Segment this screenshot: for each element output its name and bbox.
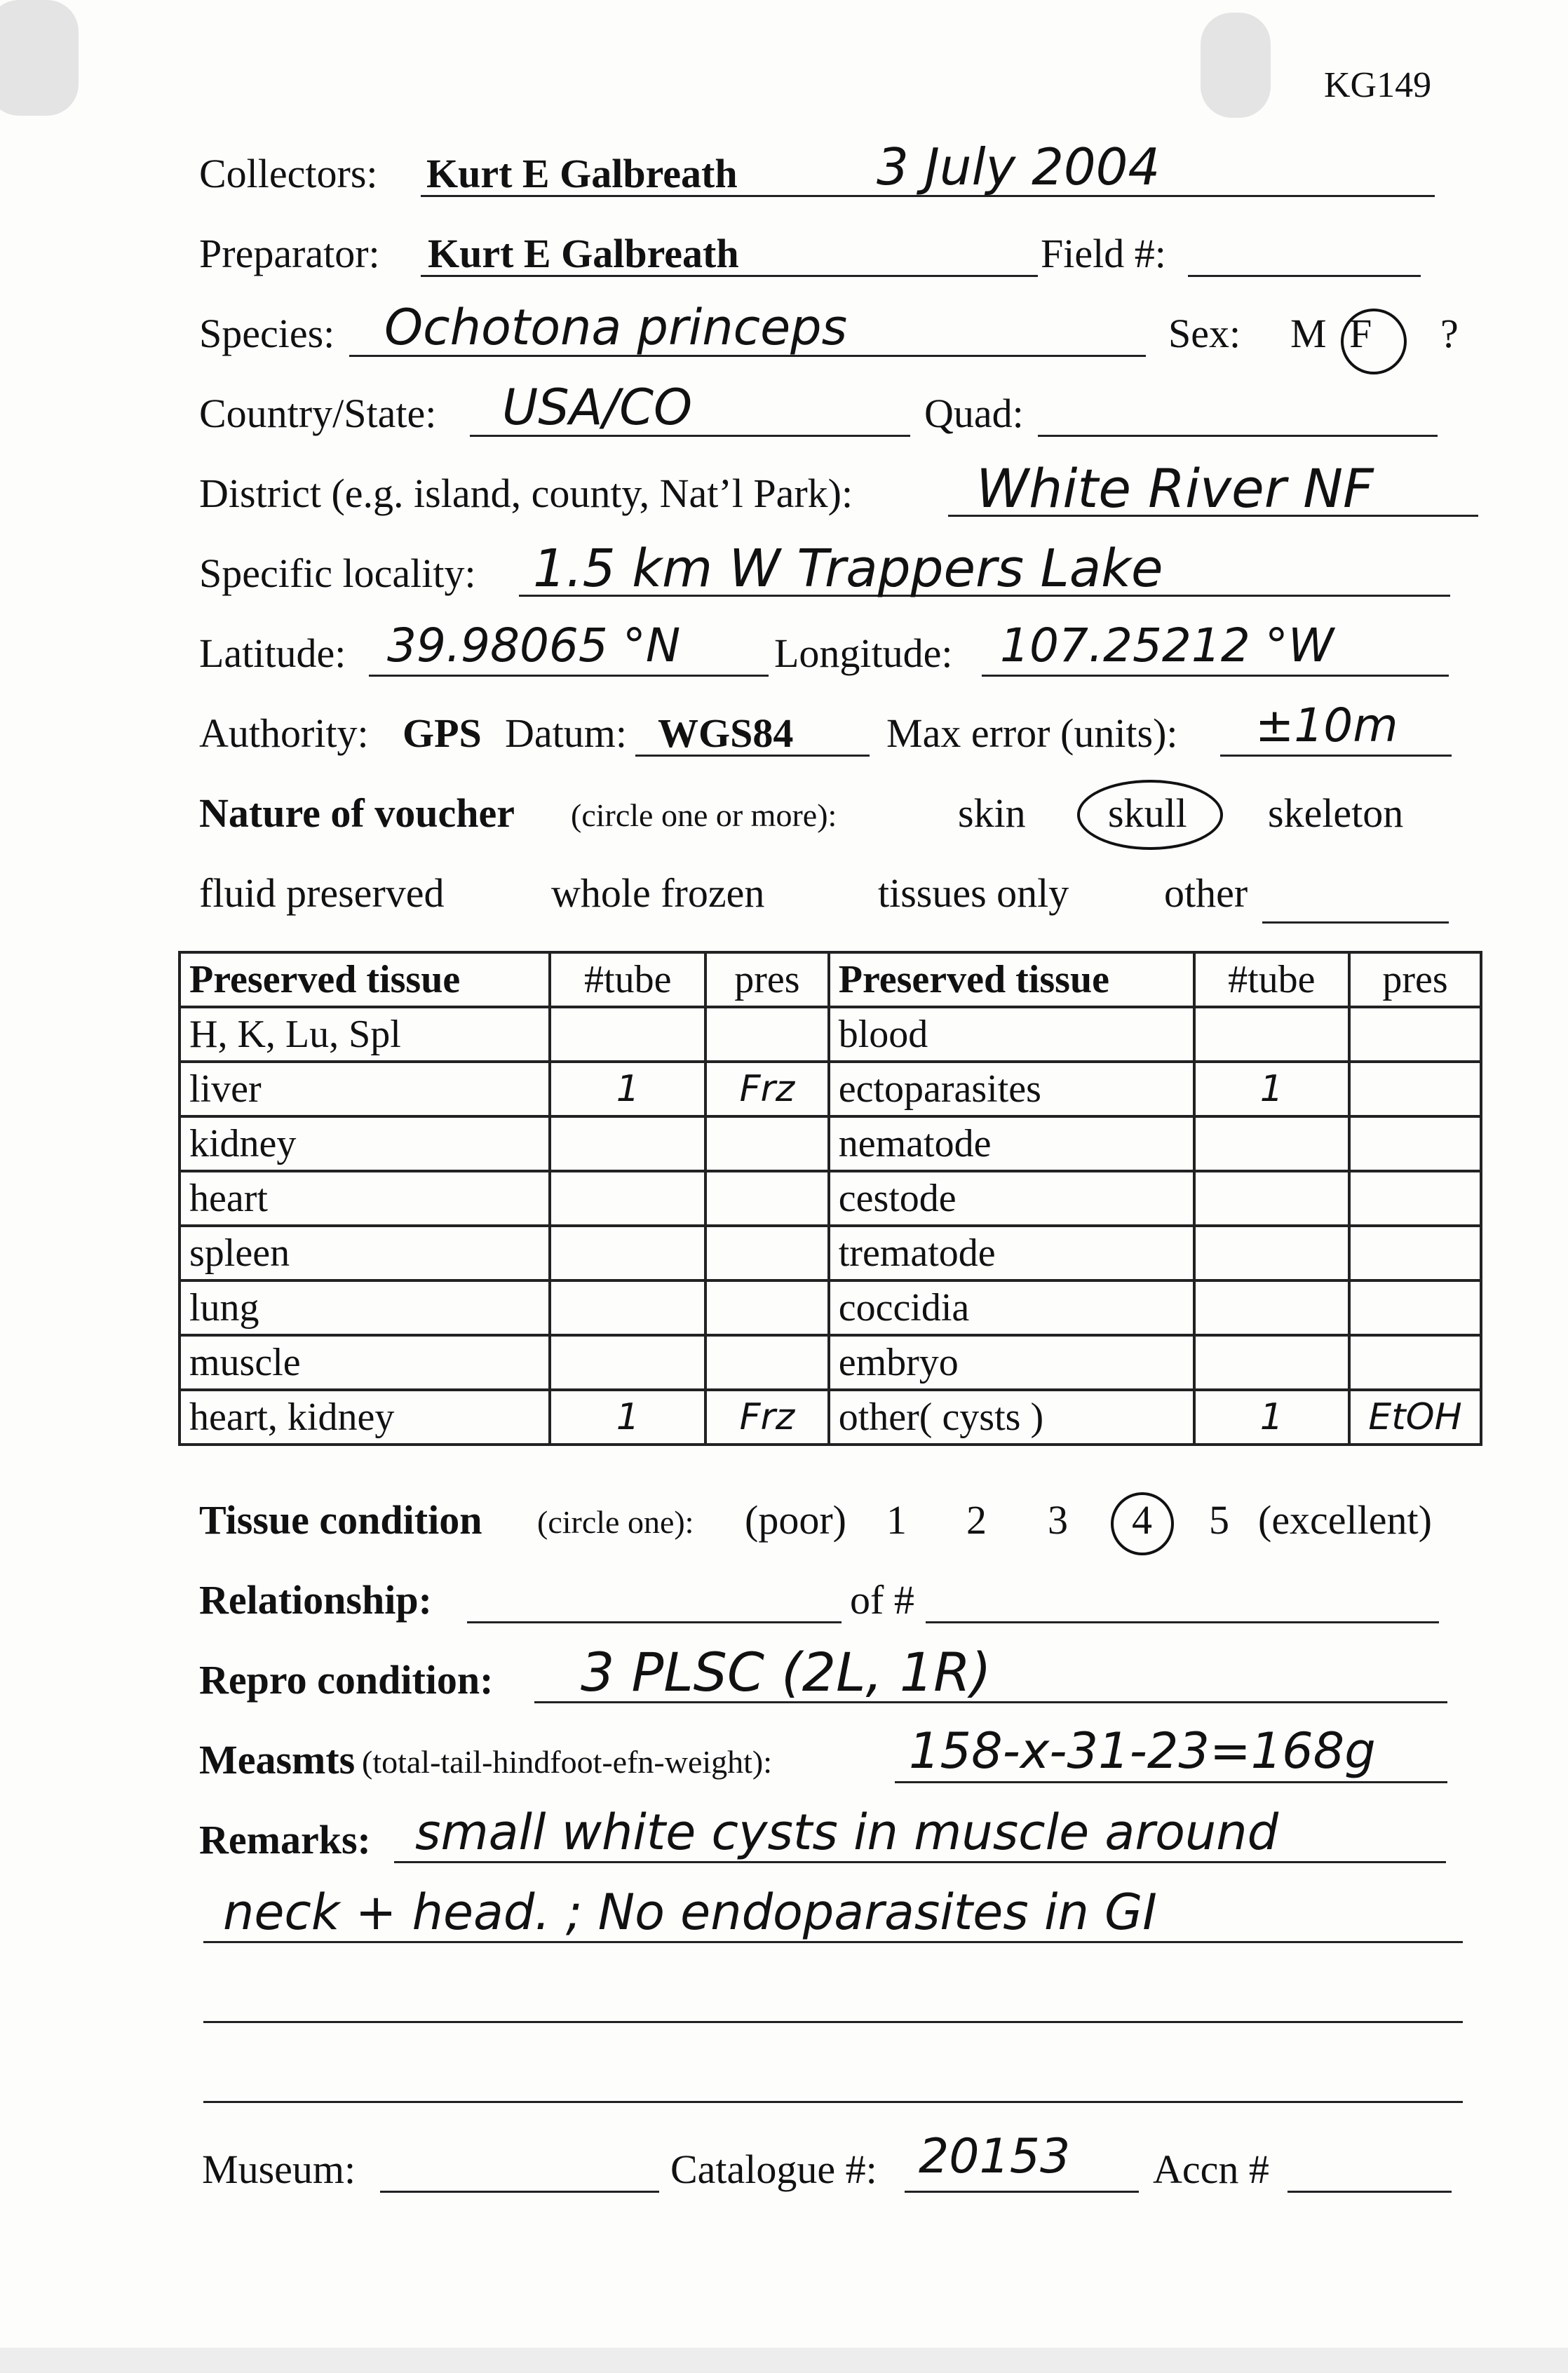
tissue-name: heart (180, 1171, 550, 1226)
remarks-line-4 (203, 2055, 1463, 2103)
accn-label: Accn # (1153, 2146, 1269, 2192)
condition-excellent: (excellent) (1258, 1497, 1432, 1543)
tissue-name: heart, kidney (180, 1390, 550, 1445)
pres-method (1349, 1116, 1481, 1171)
table-row (180, 1116, 1481, 1171)
tissue-table (178, 951, 1482, 1446)
table-row (180, 1335, 1481, 1390)
tube-count: 1 (1194, 1390, 1350, 1445)
tissue-name: spleen (180, 1226, 550, 1280)
museum-label: Museum: (202, 2146, 356, 2192)
tissue-name: embryo (829, 1335, 1194, 1390)
tube-count (1194, 1280, 1350, 1335)
relationship-of-label: of # (850, 1577, 914, 1623)
voucher-option-skull[interactable]: skull (1108, 790, 1187, 836)
remarks-label: Remarks: (199, 1817, 371, 1862)
tube-count (1194, 1335, 1350, 1390)
authority-label: Authority: (199, 710, 369, 756)
voucher-option-frozen[interactable]: whole frozen (551, 870, 765, 916)
remarks-text-1: small white cysts in muscle around (415, 1804, 1279, 1861)
tissue-name: nematode (829, 1116, 1194, 1171)
tissue-name: kidney (180, 1116, 550, 1171)
longitude-value: 107.25212 °W (1000, 618, 1334, 672)
tube-count: 1 (550, 1390, 705, 1445)
species-value: Ochotona princeps (384, 299, 848, 356)
tube-count (550, 1007, 705, 1062)
relationship-of-line (926, 1575, 1439, 1623)
condition-hint: (circle one): (537, 1504, 694, 1540)
country-label: Country/State: (199, 391, 437, 436)
condition-option-5[interactable]: 5 (1209, 1497, 1229, 1543)
condition-option-4[interactable]: 4 (1132, 1497, 1152, 1543)
datum-label: Datum: (505, 710, 627, 756)
table-row (180, 1390, 1481, 1445)
catalogue-value: 20153 (919, 2129, 1071, 2184)
tube-count (550, 1226, 705, 1280)
museum-line (380, 2144, 659, 2193)
pres-method (1349, 1226, 1481, 1280)
district-value: White River NF (976, 457, 1374, 520)
pres-method: Frz (705, 1390, 829, 1445)
header-pres: pres (705, 952, 829, 1007)
header-tissue: Preserved tissue (180, 952, 550, 1007)
relationship-label: Relationship: (199, 1577, 432, 1623)
tissue-name: blood (829, 1007, 1194, 1062)
condition-label: Tissue condition (199, 1497, 482, 1543)
relationship-line (467, 1575, 842, 1623)
tube-count (550, 1335, 705, 1390)
field-number-label: Field #: (1041, 231, 1166, 276)
quad-line (1038, 388, 1438, 437)
max-error-value: ±10m (1255, 698, 1398, 752)
table-row (180, 1062, 1481, 1116)
voucher-option-skeleton[interactable]: skeleton (1268, 790, 1404, 836)
pres-method: EtOH (1349, 1390, 1481, 1445)
measmts-value: 158-x-31-23=168g (909, 1722, 1376, 1780)
tube-count (1194, 1007, 1350, 1062)
condition-option-2[interactable]: 2 (966, 1497, 987, 1543)
sex-label: Sex: (1168, 311, 1241, 356)
pres-method (705, 1335, 829, 1390)
table-row (180, 1007, 1481, 1062)
catalogue-label: Catalogue #: (670, 2146, 877, 2192)
locality-value: 1.5 km W Trappers Lake (533, 539, 1163, 599)
locality-label: Specific locality: (199, 550, 476, 596)
tissue-name: muscle (180, 1335, 550, 1390)
tube-count (1194, 1226, 1350, 1280)
species-label: Species: (199, 311, 335, 356)
condition-poor: (poor) (745, 1497, 846, 1543)
tissue-name: ectoparasites (829, 1062, 1194, 1116)
scan-edge (0, 2348, 1568, 2373)
pres-method (1349, 1007, 1481, 1062)
datum-line (635, 708, 870, 757)
tissue-name: liver (180, 1062, 550, 1116)
punch-hole (1201, 13, 1271, 118)
voucher-label: Nature of voucher (199, 790, 515, 836)
pres-method (705, 1280, 829, 1335)
voucher-option-tissues[interactable]: tissues only (878, 870, 1069, 916)
tissue-name: other( cysts ) (829, 1390, 1194, 1445)
voucher-hint: (circle one or more): (571, 797, 837, 833)
table-row (180, 1226, 1481, 1280)
tube-count (550, 1116, 705, 1171)
pres-method: Frz (705, 1062, 829, 1116)
pres-method (705, 1007, 829, 1062)
pres-method (1349, 1171, 1481, 1226)
header-tube: #tube (550, 952, 705, 1007)
pres-method (705, 1226, 829, 1280)
punch-hole (0, 0, 79, 116)
latitude-value: 39.98065 °N (387, 618, 681, 672)
header-pres: pres (1349, 952, 1481, 1007)
tissue-name: H, K, Lu, Spl (180, 1007, 550, 1062)
longitude-label: Longitude: (774, 630, 953, 676)
quad-label: Quad: (924, 391, 1024, 436)
country-value: USA/CO (502, 379, 693, 436)
repro-label: Repro condition: (199, 1657, 494, 1703)
sex-option-unknown[interactable]: ? (1440, 311, 1459, 356)
header-tube: #tube (1194, 952, 1350, 1007)
tube-count: 1 (1194, 1062, 1350, 1116)
voucher-selected-circle (1077, 780, 1223, 850)
max-error-label: Max error (units): (886, 710, 1178, 756)
voucher-option-skin[interactable]: skin (958, 790, 1026, 836)
preparator-value: Kurt E Galbreath (428, 231, 739, 276)
pres-method (1349, 1280, 1481, 1335)
tube-count (1194, 1171, 1350, 1226)
measmts-label: Measmts (199, 1737, 356, 1783)
preparator-label: Preparator: (199, 231, 380, 276)
datum-value: WGS84 (658, 710, 794, 756)
collectors-label: Collectors: (199, 151, 378, 196)
repro-value: 3 PLSC (2L, 1R) (581, 1641, 992, 1703)
tube-count (550, 1280, 705, 1335)
district-label: District (e.g. island, county, Nat’l Park): (199, 471, 853, 516)
latitude-label: Latitude: (199, 630, 346, 676)
table-header-row (180, 952, 1481, 1007)
condition-selected-circle (1111, 1492, 1174, 1555)
remarks-line-3 (203, 1975, 1463, 2023)
accn-line (1287, 2144, 1452, 2193)
tube-count (550, 1171, 705, 1226)
voucher-other-line (1262, 875, 1449, 924)
condition-option-3[interactable]: 3 (1048, 1497, 1068, 1543)
preparator-line (421, 229, 1038, 277)
tissue-name: lung (180, 1280, 550, 1335)
pres-method (705, 1171, 829, 1226)
pres-method (1349, 1335, 1481, 1390)
voucher-option-other[interactable]: other (1164, 870, 1248, 916)
remarks-text-2: neck + head. ; No endoparasites in GI (223, 1884, 1157, 1941)
condition-option-1[interactable]: 1 (886, 1497, 907, 1543)
collect-date: 3 July 2004 (877, 137, 1161, 196)
tissue-name: trematode (829, 1226, 1194, 1280)
table-row (180, 1171, 1481, 1226)
header-tissue: Preserved tissue (829, 952, 1194, 1007)
tissue-name: coccidia (829, 1280, 1194, 1335)
card-id: KG149 (1324, 65, 1432, 105)
measmts-hint: (total-tail-hindfoot-efn-weight): (362, 1744, 773, 1780)
sex-selected-circle (1341, 309, 1407, 374)
collectors-value: Kurt E Galbreath (426, 151, 738, 196)
field-number-line (1188, 229, 1421, 277)
pres-method (705, 1116, 829, 1171)
pres-method (1349, 1062, 1481, 1116)
voucher-option-fluid[interactable]: fluid preserved (199, 870, 445, 916)
tube-count (1194, 1116, 1350, 1171)
tissue-name: cestode (829, 1171, 1194, 1226)
table-row (180, 1280, 1481, 1335)
tube-count: 1 (550, 1062, 705, 1116)
sex-option-m[interactable]: M (1290, 311, 1327, 356)
sex-option-f[interactable]: F (1349, 311, 1372, 356)
authority-value: GPS (403, 710, 482, 756)
